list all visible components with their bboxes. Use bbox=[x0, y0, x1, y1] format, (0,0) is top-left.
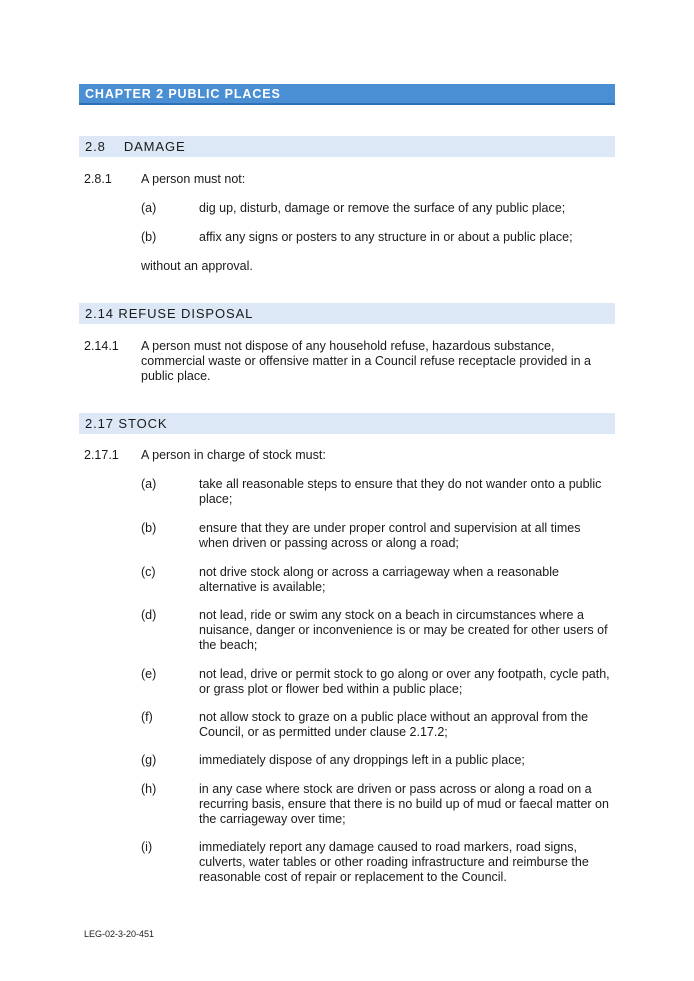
clause-text: A person must not: bbox=[141, 172, 246, 186]
section-heading-stock bbox=[79, 413, 615, 434]
list-item-text: not lead, ride or swim any stock on a beach in circumstances where a nuisance, danger or inconvenience is or may be created for other users of the beach; bbox=[199, 608, 608, 652]
list-item-number: (a) bbox=[141, 477, 157, 491]
list-item-text: affix any signs or posters to any structure in or about a public place; bbox=[199, 230, 573, 244]
list-item-number: (g) bbox=[141, 753, 157, 767]
list-item-number: (c) bbox=[141, 565, 156, 579]
document-reference: LEG-02-3-20-451 bbox=[84, 929, 155, 939]
list-item-number: (d) bbox=[141, 608, 157, 622]
clause-closing-text: without an approval. bbox=[141, 259, 253, 273]
list-item-number: (h) bbox=[141, 782, 157, 796]
clause-number: 2.14.1 bbox=[84, 339, 119, 353]
list-item-text: in any case where stock are driven or pass across or along a road on a recurring basis, ensure that there is no build up of mud or faecal matter on the carriageway over time; bbox=[199, 782, 609, 826]
list-item-text: immediately dispose of any droppings left in a public place; bbox=[199, 753, 525, 767]
list-item-text: not lead, drive or permit stock to go along or over any footpath, cycle path, or grass plot or flower bed within a public place; bbox=[199, 667, 610, 696]
list-item-number: (f) bbox=[141, 710, 153, 724]
list-item-number: (a) bbox=[141, 201, 157, 215]
list-item-text: take all reasonable steps to ensure that they do not wander onto a public place; bbox=[199, 477, 602, 506]
list-item-text: dig up, disturb, damage or remove the surface of any public place; bbox=[199, 201, 566, 215]
chapter-title: CHAPTER 2 PUBLIC PLACES bbox=[85, 87, 281, 101]
section-heading-refuse-disposal bbox=[79, 303, 615, 324]
list-item-number: (b) bbox=[141, 230, 157, 244]
list-item-number: (i) bbox=[141, 840, 153, 854]
list-item-text: ensure that they are under proper control and supervision at all times when driven or passing across or along a road; bbox=[199, 521, 581, 550]
section-title: 2.14 REFUSE DISPOSAL bbox=[85, 306, 254, 321]
section-heading-damage bbox=[79, 136, 615, 157]
clause-number: 2.8.1 bbox=[84, 172, 112, 186]
section-title: 2.8 DAMAGE bbox=[85, 139, 186, 154]
clause-text: A person in charge of stock must: bbox=[141, 448, 326, 462]
clause-number: 2.17.1 bbox=[84, 448, 119, 462]
list-item-number: (e) bbox=[141, 667, 157, 681]
list-item-text: immediately report any damage caused to road markers, road signs, culverts, water tables or other roading infrastructure and reimburse the reasonable cost of repair or replacement to the Council. bbox=[199, 840, 589, 884]
chapter-heading bbox=[79, 84, 615, 105]
list-item-text: not drive stock along or across a carriageway when a reasonable alternative is available; bbox=[199, 565, 559, 594]
section-title: 2.17 STOCK bbox=[85, 416, 168, 431]
clause-text: A person must not dispose of any household refuse, hazardous substance, commercial waste or offensive matter in a Council refuse receptacle provided in a public place. bbox=[141, 339, 591, 383]
list-item-number: (b) bbox=[141, 521, 157, 535]
list-item-text: not allow stock to graze on a public place without an approval from the Council, or as permitted under clause 2.17.2; bbox=[199, 710, 589, 739]
